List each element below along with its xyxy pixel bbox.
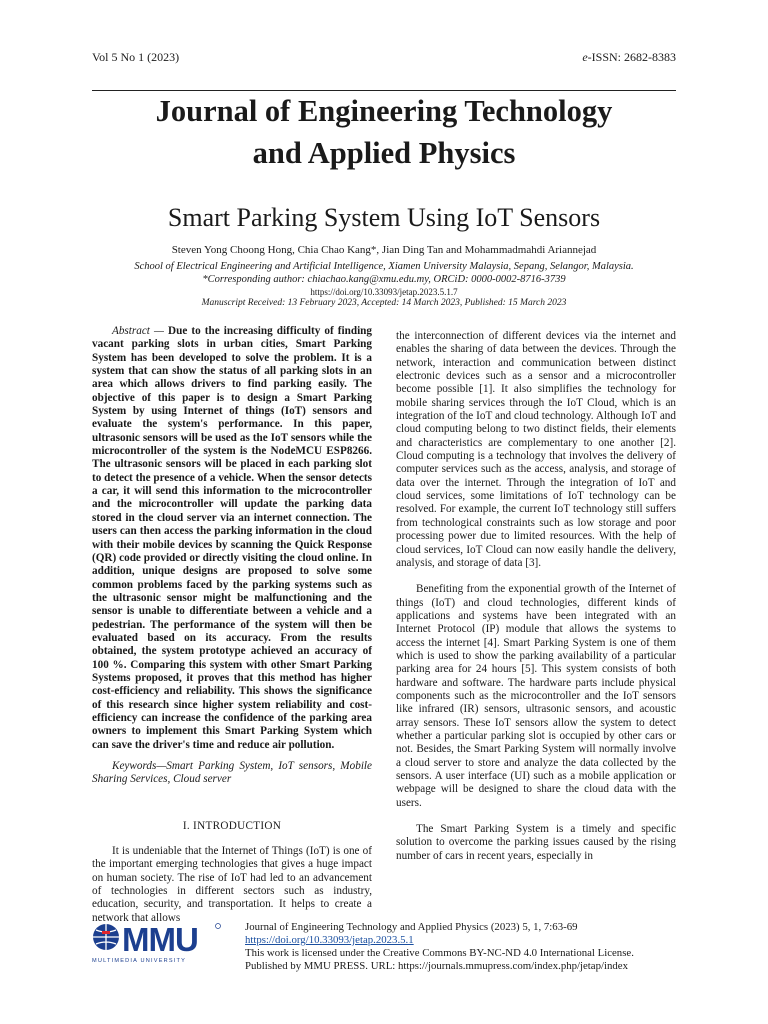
mmu-logo-subtext: MULTIMEDIA UNIVERSITY <box>92 958 187 964</box>
corresponding-author: *Corresponding author: chiachao.kang@xmu.edu.my, ORCiD: 0000-0002-8716-3739 <box>202 274 566 285</box>
right-column <box>396 330 676 863</box>
volume-info: Vol 5 No 1 (2023) <box>92 50 180 64</box>
paper-title: Smart Parking System Using IoT Sensors <box>167 203 601 232</box>
footer-doi-link[interactable]: https://doi.org/10.33093/jetap.2023.5.1 <box>245 934 414 946</box>
footer-citation: Journal of Engineering Technology and Applied Physics (2023) 5, 1, 7:63-69 <box>245 921 578 933</box>
body-paragraph-3: The Smart Parking System is a timely and specific solution to overcome the parking issues caused by the rising number of cars in recent years, especially in <box>396 823 676 862</box>
issn-prefix: e <box>582 50 588 64</box>
mmu-logo-text: MMU <box>122 921 198 958</box>
intro-paragraph-1: It is undeniable that the Internet of Things (IoT) is one of the important emerging technologies that gives a huge impact on human society. The rise of IoT had led to an advancement of technologies in different sectors such as industry, education, security, and transportation. It helps to create a network that allows <box>92 845 372 924</box>
mmu-logo <box>92 920 222 966</box>
author-list: Steven Yong Choong Hong, Chia Chao Kang*, Jian Ding Tan and Mohammadmahdi Ariannejad <box>171 244 597 256</box>
journal-title <box>92 90 676 174</box>
footer-license: This work is licensed under the Creative Commons BY-NC-ND 4.0 International License. <box>245 947 634 959</box>
journal-title-line2: and Applied Physics <box>252 136 516 170</box>
affiliation: School of Electrical Engineering and Artificial Intelligence, Xiamen University Malaysia, Sepang, Selangor, Malaysia. <box>134 261 634 272</box>
manuscript-dates: Manuscript Received: 13 February 2023, Accepted: 14 March 2023, Published: 15 March 2023 <box>201 298 567 308</box>
page-footer <box>245 921 685 973</box>
section-heading-introduction: I. INTRODUCTION <box>182 819 282 832</box>
issn-info <box>582 50 676 65</box>
abstract-dash: — <box>149 325 169 337</box>
issn-number: -ISSN: 2682-8383 <box>587 50 676 64</box>
journal-title-line1: Journal of Engineering Technology <box>155 94 613 128</box>
paper-doi: https://doi.org/10.33093/jetap.2023.5.1.7 <box>310 287 458 297</box>
body-paragraph-1: the interconnection of different devices via the internet and enables the sharing of data between the devices. Through the network, interaction and communication between distinct electronic devices such as a sensor and a microcontroller become possible [1]. It also simplifies the technology for mobile sharing services through the IoT Cloud, which is an integration of the IoT and cloud technology. Although IoT and cloud computing belong to two distinct fields, their elements and characteristics are complementary to one another [2]. Cloud computing is a technology that involves the delivery of computer services such as the access, analysis, and storage of data over the internet. Through the integration of IoT and cloud services, some limitations of IoT technology can be resolved. For example, the current IoT technology still suffers from technological constraints such as low storage and poor processing power due to limited resources. With the help of cloud services, IoT Cloud can now easily handle the delivery, analysis, and storage of data [3]. <box>396 330 676 569</box>
abstract <box>92 325 372 752</box>
abstract-text: Due to the increasing difficulty of finding vacant parking slots in urban cities, Smart Parking System has been developed to solve the problem. It is a system that can show the status of all parking slots in an area which allows drivers to find parking easily. The objective of this paper is to design a Smart Parking System by using Internet of things (IoT) sensors and evaluate the system's performance. In this paper, ultrasonic sensors will be used as the IoT sensors while the microcontroller of the system is the NodeMCU ESP8266. The ultrasonic sensors will be placed in each parking slot to detect the presence of a vehicle. When the sensor detects a car, it will send this information to the microcontroller and the microcontroller will update the parking data stored in the cloud server via an internet connection. The users can then access the parking information in the cloud with their mobile devices by scanning the Quick Response (QR) code provided or directly visiting the cloud online. In addition, unique designs are proposed to solve some common problems faced by the parking systems such as the ultrasonic sensor might be malfunctioning and the sensor is unable to differentiate between a vehicle and a pedestrian. The performance of the system will then be evaluated based on its accuracy. From the results obtained, the system prototype achieved an accuracy of 100 %. Comparing this system with other Smart Parking Systems proposed, it proves that this method has higher cost-efficiency and reliability. This shows the significance of this research since higher system reliability and cost-efficiency can increase the confidence of the parking area owners to implement this Smart Parking System which can save the driver's time and reduce air pollution. <box>92 325 372 751</box>
abstract-label: Abstract <box>112 325 150 337</box>
keywords: Keywords—Smart Parking System, IoT sensors, Mobile Sharing Services, Cloud server <box>92 760 372 786</box>
mmu-logo-globe-icon <box>93 924 119 950</box>
footer-publisher: Published by MMU PRESS. URL: https://journals.mmupress.com/index.php/jetap/index <box>245 960 628 972</box>
left-column <box>92 325 372 925</box>
body-paragraph-2: Benefiting from the exponential growth of the Internet of things (IoT) and cloud technologies, different kinds of applications and systems have been integrated with an Internet Protocol (IP) module that allows the systems to access the internet [4]. Smart Parking System is one of them which is used to show the parking availability of a particular parking area for 24 hours [5]. This system consists of both hardware and software. The hardware parts include physical components such as the microcontroller and the IoT sensors like infrared (IR) sensors, ultrasonic sensors, and acoustic array sensors. These IoT sensors allow the system to detect whether a particular parking slot is occupied by other cars or not. Besides, the Smart Parking System will normally involve a cloud server to store and analyze the data collected by the sensors. A user interface (UI) such as a mobile application or webpage will be designed to share the cloud data with the users. <box>396 583 676 809</box>
